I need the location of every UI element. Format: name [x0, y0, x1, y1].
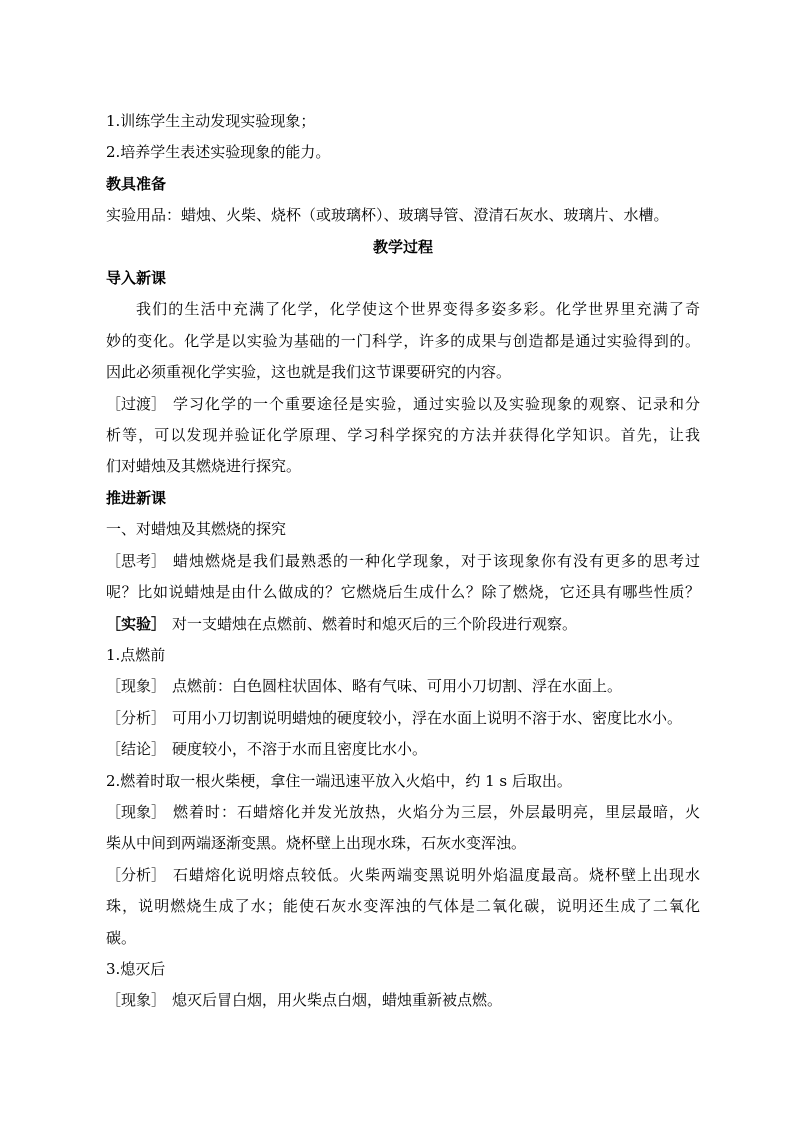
intro-paragraph-line-2: 妙的变化。化学是以实验为基础的一门科学，许多的成果与创造都是通过实验得到的。: [106, 331, 700, 350]
transition-line-3: 们对蜡烛及其燃烧进行探究。: [106, 457, 302, 476]
stage2-analysis-line-1: [106, 860, 700, 891]
intro-heading: 导入新课: [106, 269, 167, 288]
stage2-phenomenon-line-1: [106, 797, 700, 828]
section1-title: 一、对蜡烛及其燃烧的探究: [106, 520, 287, 539]
stage3-phenomenon-text: 熄灭后冒白烟，用火柴点白烟，蜡烛重新被点燃。: [172, 991, 503, 1010]
think-text-1: 蜡烛燃烧是我们最熟悉的一种化学现象，对于该现象你有没有更多的思考过: [172, 551, 700, 570]
experiment-tag: ［实验］: [106, 614, 167, 633]
goal-line-2: 2.培养学生表述实验现象的能力。: [106, 143, 331, 162]
tools-text: 实验用品：蜡烛、火柴、烧杯（或玻璃杯）、玻璃导管、澄清石灰水、玻璃片、水槽。: [106, 206, 669, 225]
stage2-analysis-line-3: 碳。: [106, 928, 137, 947]
tools-heading: 教具准备: [106, 174, 167, 193]
intro-paragraph-line-3: 因此必须重视化学实验，这也就是我们这节课要研究的内容。: [106, 363, 512, 382]
stage1-conclusion-line: [106, 734, 700, 765]
stage1-conclusion-text: 硬度较小，不溶于水而且密度比水小。: [172, 740, 428, 759]
experiment-line: [106, 609, 700, 640]
stage3-title: 3.熄灭后: [106, 959, 166, 978]
stage1-phenomenon-tag: ［现象］: [106, 677, 167, 696]
transition-line-2: 析等，可以发现并验证化学原理、学习科学探究的方法并获得化学知识。首先，让我: [106, 426, 700, 445]
stage2-phenomenon-tag: ［现象］: [106, 802, 167, 821]
process-heading: 教学过程: [372, 237, 433, 256]
think-line-2: 呢？比如说蜡烛是由什么做成的？它燃烧后生成什么？除了燃烧，它还具有哪些性质？: [106, 583, 700, 602]
stage3-phenomenon-line: [106, 985, 700, 1016]
think-line-1: [106, 546, 700, 577]
stage1-title: 1.点燃前: [106, 645, 166, 664]
document-page: [106, 106, 700, 1017]
experiment-text: 对一支蜡烛在点燃前、燃着时和熄灭后的三个阶段进行观察。: [172, 614, 578, 633]
stage2-analysis-line-2: 珠，说明燃烧生成了水；能使石灰水变浑浊的气体是二氧化碳，说明还生成了二氧化: [106, 897, 700, 916]
stage2-analysis-text-1: 石蜡熔化说明熔点较低。火柴两端变黑说明外焰温度最高。烧杯壁上出现水: [172, 865, 700, 884]
stage1-analysis-text: 可用小刀切割说明蜡烛的硬度较小，浮在水面上说明不溶于水、密度比水小。: [172, 708, 683, 727]
stage1-phenomenon-line: [106, 671, 700, 702]
stage1-phenomenon-text: 点燃前：白色圆柱状固体、略有气味、可用小刀切割、浮在水面上。: [172, 677, 623, 696]
transition-text-1: 学习化学的一个重要途径是实验，通过实验以及实验现象的观察、记录和分: [172, 394, 700, 413]
stage1-analysis-line: [106, 703, 700, 734]
stage3-phenomenon-tag: ［现象］: [106, 991, 167, 1010]
stage1-conclusion-tag: ［结论］: [106, 740, 167, 759]
advance-heading: 推进新课: [106, 488, 167, 507]
transition-line-1: [106, 389, 700, 420]
intro-paragraph-line-1: 我们的生活中充满了化学，化学使这个世界变得多姿多彩。化学世界里充满了奇: [136, 300, 700, 319]
transition-tag: ［过渡］: [106, 394, 167, 413]
goal-line-1: 1.训练学生主动发现实验现象；: [106, 112, 316, 130]
stage1-analysis-tag: ［分析］: [106, 708, 167, 727]
stage2-title: 2.燃着时取一根火柴梗，拿住一端迅速平放入火焰中，约 1 s 后取出。: [106, 771, 572, 790]
think-tag: ［思考］: [106, 551, 167, 570]
stage2-phenomenon-text-1: 燃着时：石蜡熔化并发光放热，火焰分为三层，外层最明亮，里层最暗，火: [172, 802, 700, 821]
stage2-phenomenon-line-2: 柴从中间到两端逐渐变黑。烧杯壁上出现水珠，石灰水变浑浊。: [106, 834, 527, 853]
stage2-analysis-tag: ［分析］: [106, 865, 167, 884]
